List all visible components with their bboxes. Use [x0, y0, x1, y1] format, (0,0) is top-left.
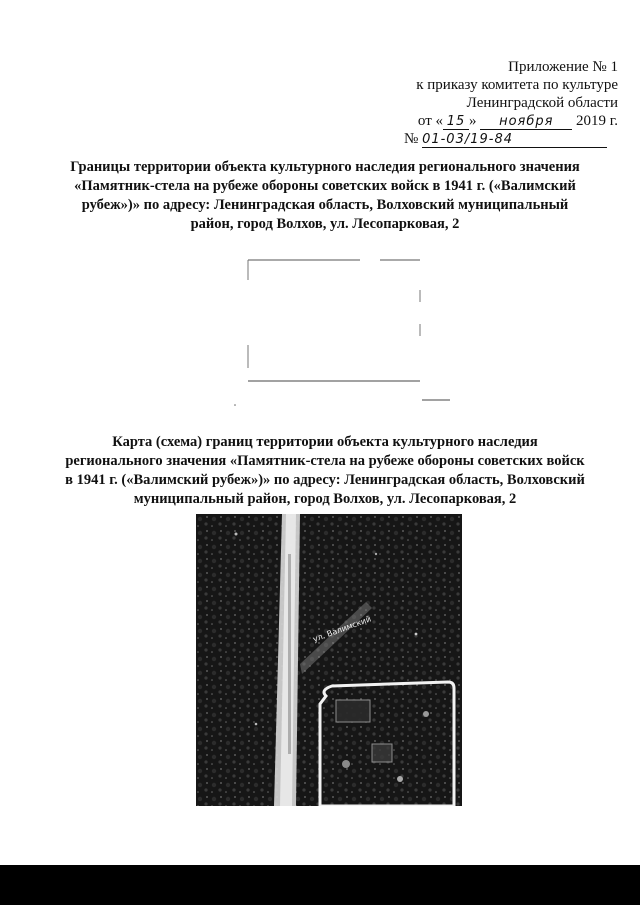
appendix-number-line — [358, 130, 618, 148]
aerial-map-photo — [196, 514, 462, 806]
appendix-date-line — [358, 112, 618, 130]
scan-footer-bar — [0, 865, 640, 905]
order-number: 01-03/19-84 — [422, 133, 607, 148]
boundary-scheme — [230, 250, 450, 410]
heading-1-line: район, город Волхов, ул. Лесопарковая, 2 — [190, 216, 460, 232]
number-prefix: № — [404, 131, 419, 147]
date-month: ноября — [480, 115, 572, 130]
heading-2-line: муниципальный район, город Волхов, ул. Лесопарковая, 2 — [133, 491, 517, 507]
boundaries-heading — [60, 158, 590, 234]
heading-1-line: Границы территории объекта культурного наследия регионального значения — [70, 159, 580, 175]
heading-2-line: в 1941 г. («Валимский рубеж»)» по адресу: Ленинградская область, Волховский — [65, 472, 585, 488]
aerial-map-image — [196, 514, 462, 806]
date-suffix: 2019 г. — [576, 113, 618, 129]
heading-1-line: рубеж»)» по адресу: Ленинградская область, Волховский муниципальный — [81, 197, 569, 213]
appendix-order-line: к приказу комитета по культуре — [416, 77, 618, 93]
appendix-title: Приложение № 1 — [508, 59, 618, 75]
heading-2-line: Карта (схема) границ территории объекта культурного наследия — [112, 434, 538, 450]
date-prefix: от « — [417, 113, 444, 129]
date-mid: » — [469, 113, 477, 129]
street-label: ул. Валимский — [311, 614, 373, 644]
heading-2-line: регионального значения «Памятник-стела на рубеже обороны советских войск — [65, 453, 585, 469]
heading-1-line: «Памятник-стела на рубеже обороны советских войск в 1941 г. («Валимский — [74, 178, 576, 194]
map-heading — [55, 433, 595, 509]
appendix-region-line: Ленинградской области — [466, 95, 618, 111]
appendix-header — [358, 58, 618, 148]
date-day: 15 — [443, 115, 469, 130]
